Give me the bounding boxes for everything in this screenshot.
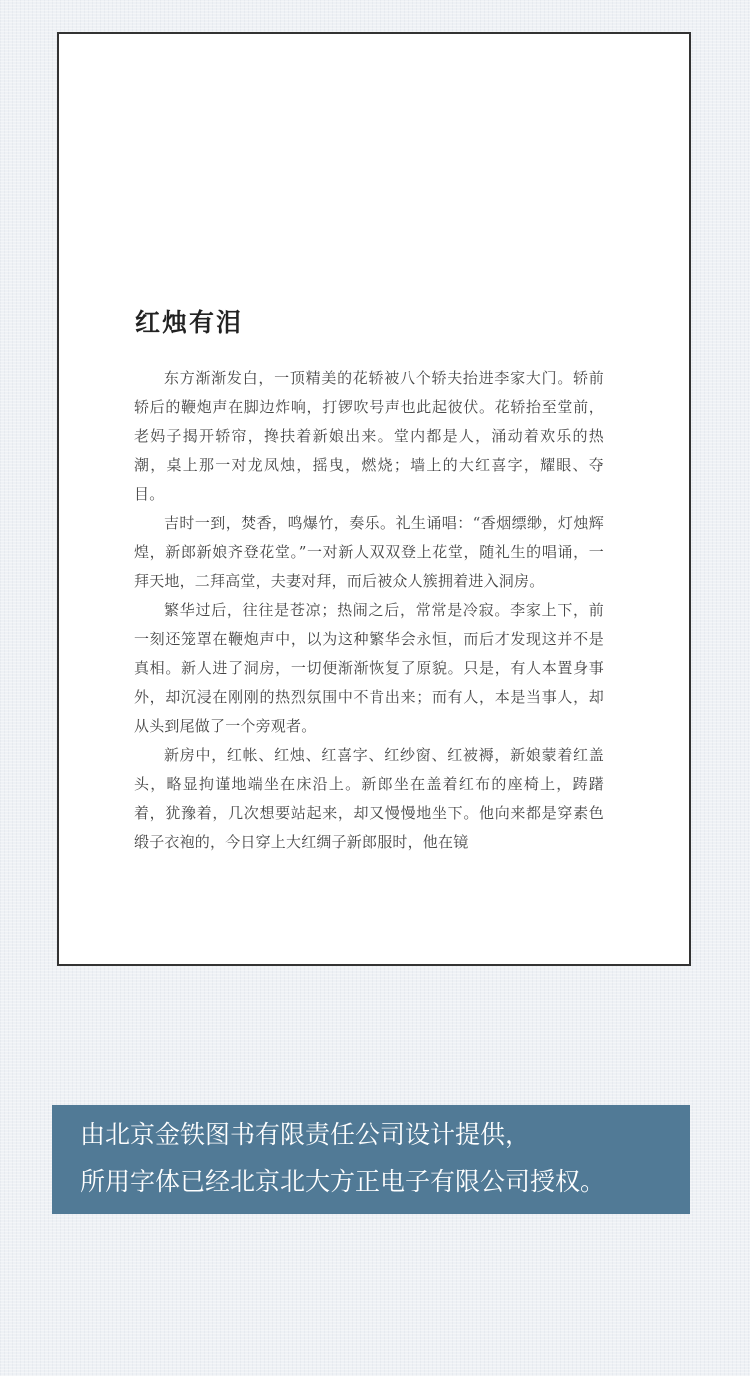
chapter-body bbox=[134, 364, 604, 857]
paragraph: 吉时一到，焚香，鸣爆竹，奏乐。礼生诵唱：“香烟缥缈，灯烛辉煌，新郎新娘齐登花堂。”一对新人双双登上花堂，随礼生的唱诵，一拜天地，二拜高堂，夫妻对拜，而后被众人簇拥着进入洞房。 bbox=[134, 514, 604, 590]
credit-banner bbox=[52, 1105, 690, 1214]
paragraph: 东方渐渐发白，一顶精美的花轿被八个轿夫抬进李家大门。轿前轿后的鞭炮声在脚边炸响，打锣吹号声也此起彼伏。花轿抬至堂前，老妈子揭开轿帘，搀扶着新娘出来。堂内都是人，涌动着欢乐的热潮，桌上那一对龙凤烛，摇曳，燃烧；墙上的大红喜字，耀眼、夺目。 bbox=[134, 369, 604, 503]
paragraph: 繁华过后，往往是苍凉；热闹之后，常常是冷寂。李家上下，前一刻还笼罩在鞭炮声中，以为这种繁华会永恒，而后才发现这并不是真相。新人进了洞房，一切便渐渐恢复了原貌。只是，有人本置身事外，却沉浸在刚刚的热烈氛围中不肯出来；而有人，本是当事人，却从头到尾做了一个旁观者。 bbox=[134, 601, 604, 735]
chapter-title: 红烛有泪 bbox=[135, 308, 244, 337]
book-page bbox=[57, 32, 691, 966]
credit-line-font-license: 所用字体已经北京北大方正电子有限公司授权。 bbox=[80, 1167, 606, 1196]
credit-line-designer: 由北京金铁图书有限责任公司设计提供， bbox=[80, 1120, 531, 1149]
paragraph: 新房中，红帐、红烛、红喜字、红纱窗、红被褥，新娘蒙着红盖头，略显拘谨地端坐在床沿上。新郎坐在盖着红布的座椅上，踌躇着，犹豫着，几次想要站起来，却又慢慢地坐下。他向来都是穿素色缎子衣袍的，今日穿上大红绸子新郎服时，他在镜 bbox=[134, 746, 604, 851]
